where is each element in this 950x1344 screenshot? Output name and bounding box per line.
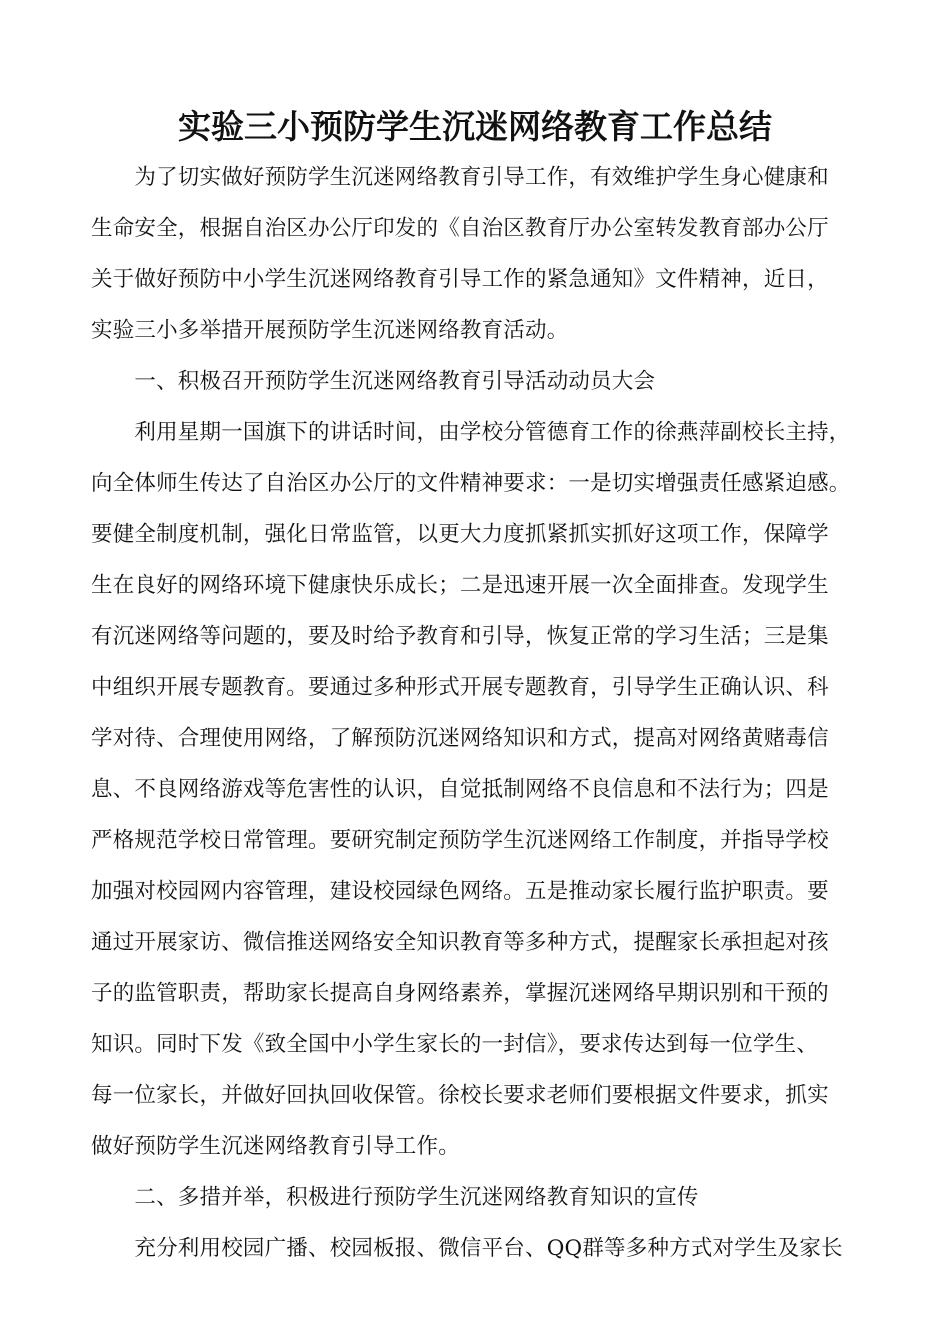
- paragraph-line: 有沉迷网络等问题的，要及时给予教育和引导，恢复正常的学习生活；三是集: [91, 624, 829, 649]
- paragraph-line: 中组织开展专题教育。要通过多种形式开展专题教育，引导学生正确认识、科: [91, 675, 829, 700]
- paragraph-line: 充分利用校园广播、校园板报、微信平台、QQ群等多种方式对学生及家长: [91, 1236, 843, 1261]
- document-title: 实验三小预防学生沉迷网络教育工作总结: [178, 107, 772, 146]
- section-heading: 一、积极召开预防学生沉迷网络教育引导活动动员大会: [91, 369, 656, 394]
- paragraph-line: 严格规范学校日常管理。要研究制定预防学生沉迷网络工作制度，并指导学校: [91, 828, 829, 853]
- paragraph-line: 实验三小多举措开展预防学生沉迷网络教育活动。: [91, 318, 569, 343]
- paragraph-line: 通过开展家访、微信推送网络安全知识教育等多种方式，提醒家长承担起对孩: [91, 930, 829, 955]
- paragraph-line: 加强对校园网内容管理，建设校园绿色网络。五是推动家长履行监护职责。要: [91, 879, 829, 904]
- paragraph-line: 子的监管职责，帮助家长提高自身网络素养，掌握沉迷网络早期识别和干预的: [91, 981, 829, 1006]
- paragraph-line: 知识。同时下发《致全国中小学生家长的一封信》，要求传达到每一位学生、: [91, 1032, 819, 1057]
- paragraph-line: 关于做好预防中小学生沉迷网络教育引导工作的紧急通知》文件精神，近日，: [91, 267, 829, 292]
- paragraph-line: 生在良好的网络环境下健康快乐成长；二是迅速开展一次全面排查。发现学生: [91, 573, 829, 598]
- paragraph-line: 要健全制度机制，强化日常监管，以更大力度抓紧抓实抓好这项工作，保障学: [91, 522, 829, 547]
- paragraph-line: 息、不良网络游戏等危害性的认识，自觉抵制网络不良信息和不法行为；四是: [91, 777, 829, 802]
- paragraph-line: 做好预防学生沉迷网络教育引导工作。: [91, 1134, 460, 1159]
- paragraph-line: 每一位家长，并做好回执回收保管。徐校长要求老师们要根据文件要求，抓实: [91, 1083, 829, 1108]
- paragraph-line: 向全体师生传达了自治区办公厅的文件精神要求：一是切实增强责任感紧迫感。: [91, 471, 851, 496]
- paragraph-line: 生命安全，根据自治区办公厅印发的《自治区教育厅办公室转发教育部办公厅: [91, 216, 829, 241]
- section-heading: 二、多措并举，积极进行预防学生沉迷网络教育知识的宣传: [91, 1185, 699, 1210]
- paragraph-line: 为了切实做好预防学生沉迷网络教育引导工作，有效维护学生身心健康和: [91, 165, 829, 190]
- paragraph-line: 利用星期一国旗下的讲话时间，由学校分管德育工作的徐燕萍副校长主持，: [91, 420, 851, 445]
- paragraph-line: 学对待、合理使用网络，了解预防沉迷网络知识和方式，提高对网络黄赌毒信: [91, 726, 829, 751]
